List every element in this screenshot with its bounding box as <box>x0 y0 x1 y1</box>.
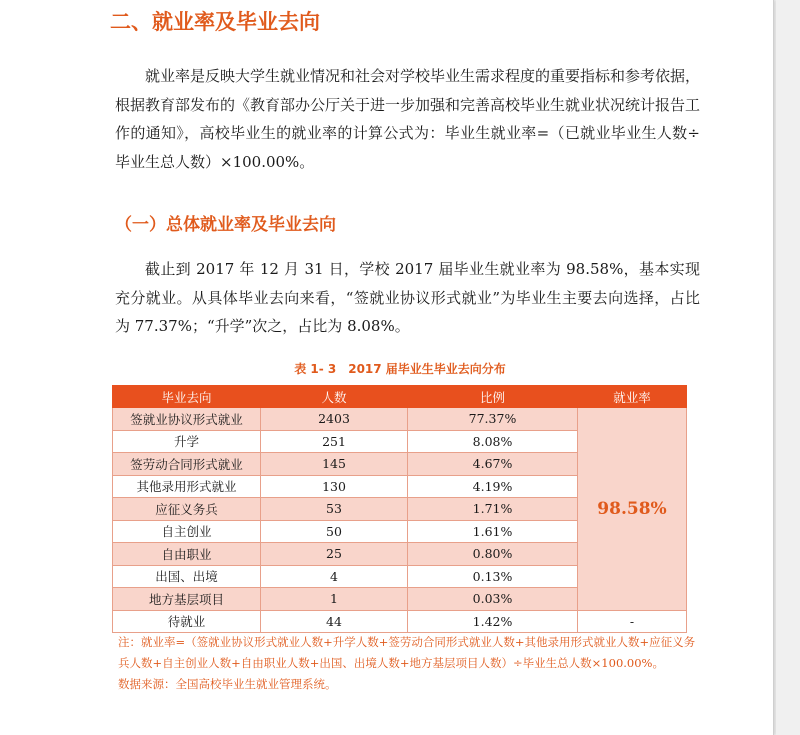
cell-destination: 地方基层项目 <box>113 588 261 611</box>
cell-destination: 自由职业 <box>113 543 261 566</box>
cell-ratio: 1.61% <box>408 520 578 543</box>
formula-note: 注：就业率=（签就业协议形式就业人数+升学人数+签劳动合同形式就业人数+其他录用形式就业人数+应征义务兵人数+自主创业人数+自由职业人数+出国、出境人数+地方基层项目人数）÷毕业生总人数×100.00%。 <box>118 635 696 670</box>
cell-ratio: 0.80% <box>408 543 578 566</box>
cell-destination: 出国、出境 <box>113 565 261 588</box>
cell-destination: 签劳动合同形式就业 <box>113 453 261 476</box>
cell-ratio: 77.37% <box>408 408 578 431</box>
cell-count: 25 <box>261 543 408 566</box>
header-count: 人数 <box>261 386 408 408</box>
cell-destination: 自主创业 <box>113 520 261 543</box>
cell-ratio: 1.71% <box>408 498 578 521</box>
cell-ratio: 0.03% <box>408 588 578 611</box>
destination-table <box>112 385 687 633</box>
table-notes <box>118 632 698 695</box>
summary-text: 截止到 2017 年 12 月 31 日，学校 2017 届毕业生就业率为 98.58%，基本实现充分就业。从具体毕业去向来看，“签就业协议形式就业”为毕业生主要去向选择，占比为 77.37%；“升学”次之，占比为 8.08%。 <box>115 260 700 335</box>
cell-count: 251 <box>261 430 408 453</box>
cell-ratio: 1.42% <box>408 610 578 633</box>
table-row <box>113 408 687 431</box>
intro-text: 就业率是反映大学生就业情况和社会对学校毕业生需求程度的重要指标和参考依据，根据教育部发布的《教育部办公厅关于进一步加强和完善高校毕业生就业状况统计报告工作的通知》，高校毕业生的就业率的计算公式为：毕业生就业率=（已就业毕业生人数÷毕业生总人数）×100.00%。 <box>115 67 701 171</box>
cell-count: 44 <box>261 610 408 633</box>
employment-rate-value: 98.58% <box>578 408 687 611</box>
cell-count: 130 <box>261 475 408 498</box>
section-title: 二、就业率及毕业去向 <box>110 10 320 34</box>
data-source-note: 数据来源：全国高校毕业生就业管理系统。 <box>118 677 337 691</box>
subsection-title: （一）总体就业率及毕业去向 <box>115 215 336 235</box>
cell-count: 53 <box>261 498 408 521</box>
cell-count: 50 <box>261 520 408 543</box>
cell-count: 1 <box>261 588 408 611</box>
summary-paragraph <box>115 255 700 341</box>
cell-ratio: 4.67% <box>408 453 578 476</box>
cell-destination: 其他录用形式就业 <box>113 475 261 498</box>
cell-destination: 待就业 <box>113 610 261 633</box>
table-header-row <box>113 386 687 408</box>
header-ratio: 比例 <box>408 386 578 408</box>
header-employment-rate: 就业率 <box>578 386 687 408</box>
cell-destination: 应征义务兵 <box>113 498 261 521</box>
cell-count: 145 <box>261 453 408 476</box>
cell-ratio: 0.13% <box>408 565 578 588</box>
cell-count: 2403 <box>261 408 408 431</box>
intro-paragraph <box>115 62 700 176</box>
table-row <box>113 610 687 633</box>
cell-count: 4 <box>261 565 408 588</box>
header-destination: 毕业去向 <box>113 386 261 408</box>
cell-destination: 升学 <box>113 430 261 453</box>
table-caption: 表 1- 3 2017 届毕业生毕业去向分布 <box>294 362 506 376</box>
cell-destination: 签就业协议形式就业 <box>113 408 261 431</box>
unemployed-rate-value: - <box>578 610 687 633</box>
cell-ratio: 8.08% <box>408 430 578 453</box>
cell-ratio: 4.19% <box>408 475 578 498</box>
scrollbar[interactable] <box>776 0 800 735</box>
